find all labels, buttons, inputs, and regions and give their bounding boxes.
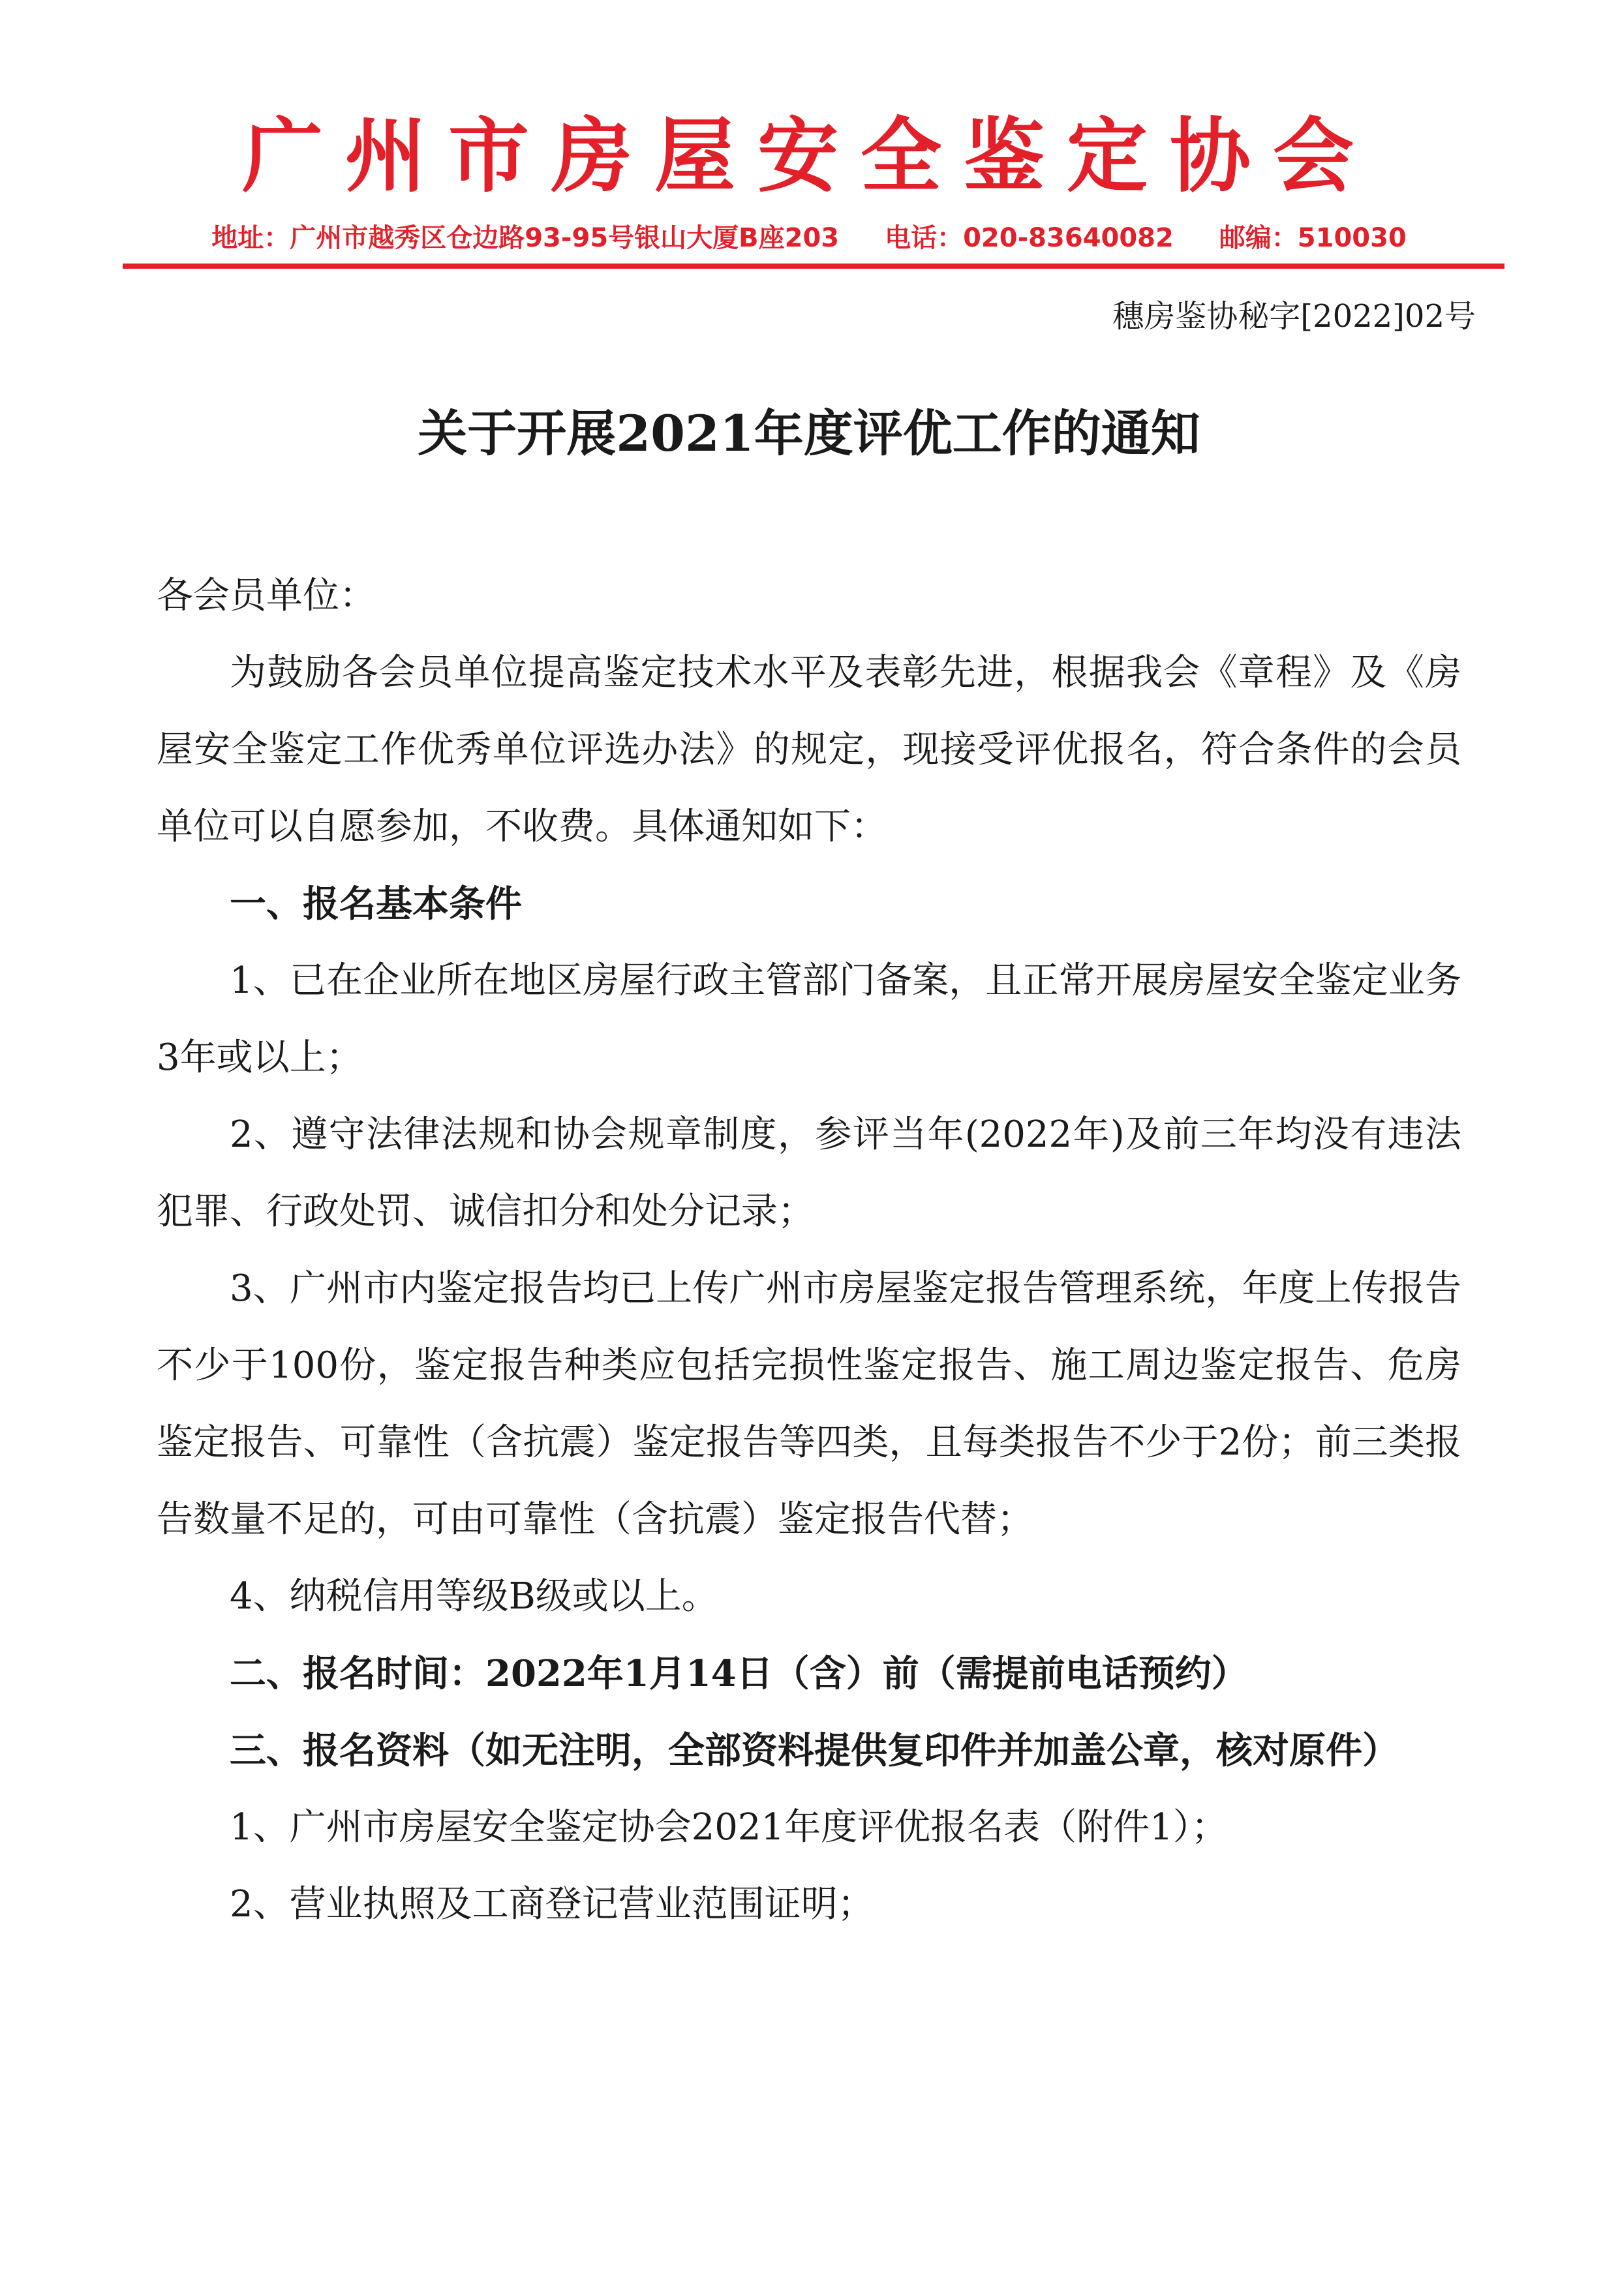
letterhead-phone: 电话：020-83640082 xyxy=(885,223,1174,253)
section1-item-3: 3、广州市内鉴定报告均已上传广州市房屋鉴定报告管理系统，年度上传报告不少于100份，鉴定报告种类应包括完损性鉴定报告、施工周边鉴定报告、危房鉴定报告、可靠性（含抗震）鉴定报告等四类，且每类报告不少于2份；前三类报告数量不足的，可由可靠性（含抗震）鉴定报告代替； xyxy=(157,1267,1461,1541)
document-body xyxy=(157,558,1461,1943)
section3-item-2: 2、营业执照及工商登记营业范围证明； xyxy=(230,1883,874,1926)
intro-paragraph: 为鼓励各会员单位提高鉴定技术水平及表彰先进，根据我会《章程》及《房屋安全鉴定工作优秀单位评选办法》的规定，现接受评优报名，符合条件的会员单位可以自愿参加，不收费。具体通知如下： xyxy=(157,652,1461,848)
section3-item-1: 1、广州市房屋安全鉴定协会2021年度评优报名表（附件1）； xyxy=(230,1806,1228,1849)
document-number: 穗房鉴协秘字[2022]02号 xyxy=(1112,298,1476,335)
section1-heading: 一、报名基本条件 xyxy=(230,883,522,926)
letterhead-contact xyxy=(0,219,1618,258)
section2-heading: 二、报名时间：2022年1月14日（含）前（需提前电话预约） xyxy=(230,1652,1248,1695)
letterhead-address: 地址：广州市越秀区仓边路93-95号银山大厦B座203 xyxy=(211,223,840,253)
section1-item-2: 2、遵守法律法规和协会规章制度，参评当年(2022年)及前三年均没有违法犯罪、行政处罚、诚信扣分和处分记录； xyxy=(157,1113,1461,1233)
salutation: 各会员单位： xyxy=(157,575,376,617)
letterhead-org-name: 广州市房屋安全鉴定协会 xyxy=(241,110,1376,204)
letterhead-postcode: 邮编：510030 xyxy=(1219,223,1407,253)
section3-heading: 三、报名资料（如无注明，全部资料提供复印件并加盖公章，核对原件） xyxy=(230,1729,1399,1772)
section1-item-1: 1、已在企业所在地区房屋行政主管部门备案，且正常开展房屋安全鉴定业务3年或以上； xyxy=(157,959,1461,1079)
document-title: 关于开展2021年度评优工作的通知 xyxy=(418,404,1200,462)
letterhead-divider xyxy=(123,264,1504,269)
section1-item-4: 4、纳税信用等级B级或以上。 xyxy=(230,1575,718,1618)
